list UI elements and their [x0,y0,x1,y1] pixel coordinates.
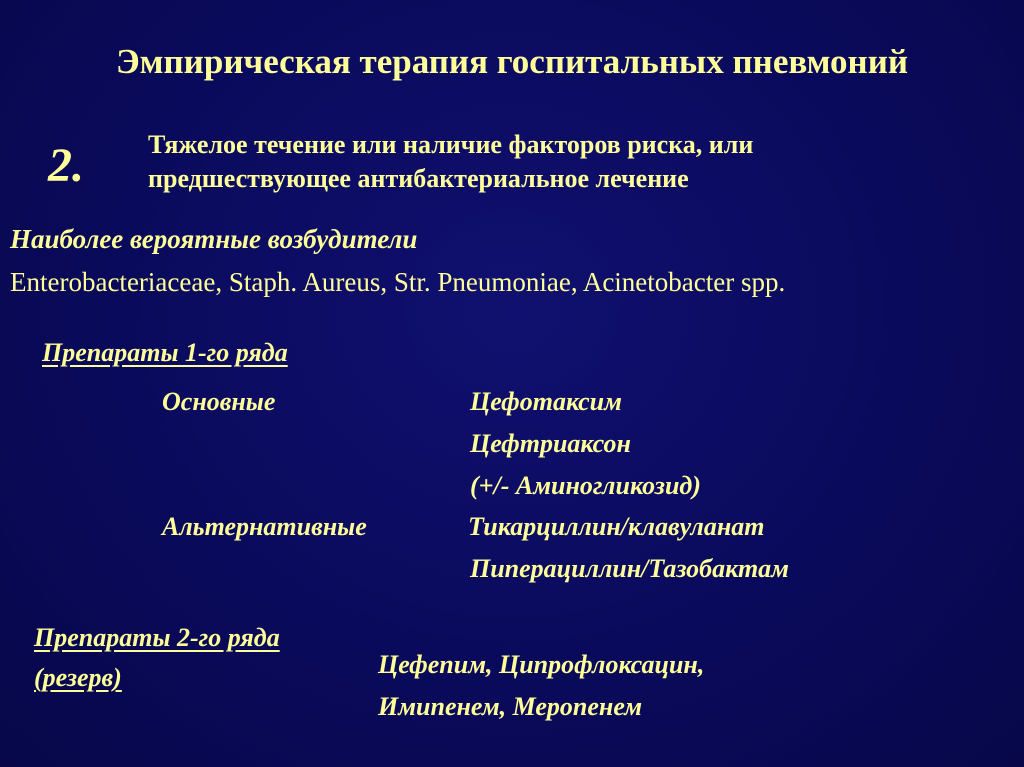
second-line-heading [34,618,280,698]
first-line-heading: Препараты 1-го ряда [42,338,288,367]
drug-item: Тикарциллин/клавуланат [468,512,765,541]
subtitle-line-1: Тяжелое течение или наличие факторов риска, или [148,130,754,159]
alternative-drugs-label: Альтернативные [162,512,367,541]
subtitle-line-2: предшествующее антибактериальное лечение [148,164,689,193]
pathogens-heading: Наиболее вероятные возбудители [10,224,418,254]
slide-number: 2. [48,139,84,192]
drug-item: Пиперациллин/Тазобактам [470,554,789,583]
slide-title: Эмпирическая терапия госпитальных пневмоний [115,42,909,81]
reserve-drugs-line-1: Цефепим, Ципрофлоксацин, [378,650,705,679]
pathogens-list: Enterobacteriaceae, Staph. Aureus, Str. Pneumoniae, Acinetobacter spp. [10,267,786,297]
drug-item: Цефотаксим [470,387,622,416]
drug-item: (+/- Аминогликозид) [470,471,701,500]
drug-item: Цефтриаксон [470,429,631,458]
main-drugs-label: Основные [162,387,276,416]
reserve-drugs-line-2: Имипенем, Меропенем [378,692,643,721]
slide-subtitle [148,128,753,196]
second-line-heading-line-1: Препараты 2-го ряда [34,623,280,652]
second-line-heading-line-2: (резерв) [34,663,122,692]
